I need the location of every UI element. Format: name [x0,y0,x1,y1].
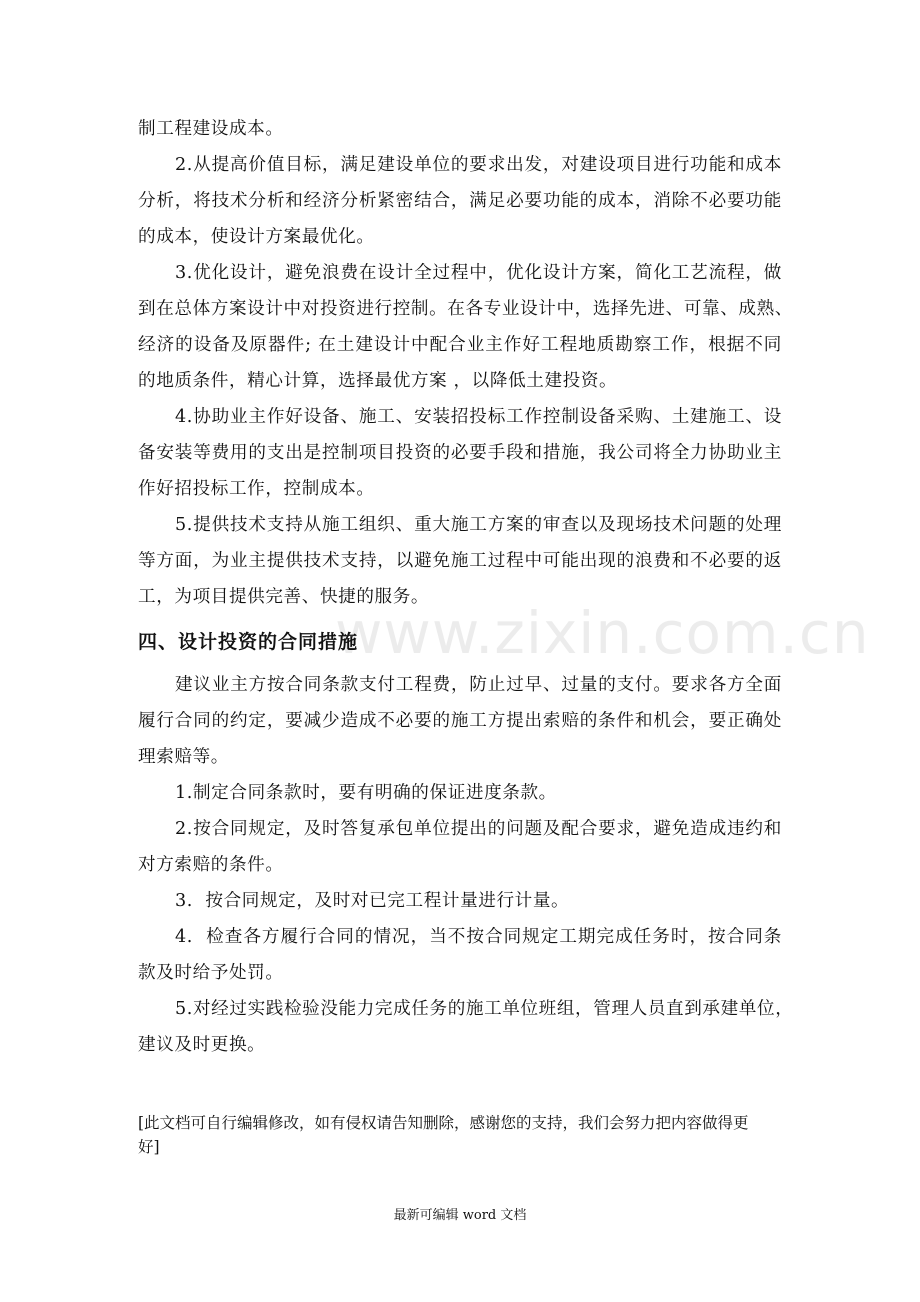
text-line: 2.从提高价值目标，满足建设单位的要求出发，对建设项目进行功能和成本 [175,155,782,175]
text-line: 到在总体方案设计中对投资进行控制。在各专业设计中，选择先进、可靠、成熟、 [138,299,793,319]
text-line: 款及时给予处罚。 [138,963,284,983]
text-line: 建议及时更换。 [138,1035,266,1055]
text-line: 理索赔等。 [138,747,229,767]
text-line: 分析，将技术分析和经济分析紧密结合，满足必要功能的成本，消除不必要功能 [138,191,782,211]
watermark: www.zixin.com.cn [335,599,870,667]
text-line: 4.协助业主作好设备、施工、安装招投标工作控制设备采购、土建施工、设 [175,407,782,427]
page-footer: 最新可编辑 word 文档 [393,1208,527,1223]
text-line: 对方索赔的条件。 [138,855,284,875]
text-line: 1.制定合同条款时，要有明确的保证进度条款。 [175,783,557,803]
text-line: 经济的设备及原器件; 在土建设计中配合业主作好工程地质勘察工作，根据不同 [138,335,782,355]
text-line: 的成本，使设计方案最优化。 [138,227,375,247]
text-line: 的地质条件，精心计算，选择最优方案 ，以降低土建投资。 [138,371,618,391]
text-line: 工，为项目提供完善、快捷的服务。 [138,587,430,607]
text-line: 5.对经过实践检验没能力完成任务的施工单位班组，管理人员直到承建单位， [175,999,794,1019]
text-line: 4. 检查各方履行合同的情况，当不按合同规定工期完成任务时，按合同条 [175,927,782,947]
text-line: 作好招投标工作，控制成本。 [138,479,375,499]
text-line: 2.按合同规定，及时答复承包单位提出的问题及配合要求，避免造成违约和 [175,819,782,839]
text-line: 等方面，为业主提供技术支持，以避免施工过程中可能出现的浪费和不必要的返 [138,551,782,571]
section-heading: 四、设计投资的合同措施 [138,631,359,653]
text-line: 3. 按合同规定，及时对已完工程计量进行计量。 [175,891,570,911]
edit-note-line: [此文档可自行编辑修改，如有侵权请告知删除，感谢您的支持，我们会努力把内容做得更 [138,1114,749,1132]
text-line: 建议业主方按合同条款支付工程费，防止过早、过量的支付。要求各方全面 [175,675,782,695]
text-line: 制工程建设成本。 [138,119,284,139]
text-line: 3.优化设计，避免浪费在设计全过程中，优化设计方案，简化工艺流程，做 [175,263,782,283]
edit-note-line: 好] [138,1138,160,1156]
text-line: 5.提供技术支持从施工组织、重大施工方案的审查以及现场技术问题的处理 [175,515,782,535]
text-line: 备安装等费用的支出是控制项目投资的必要手段和措施，我公司将全力协助业主 [138,443,782,463]
text-line: 履行合同的约定，要减少造成不必要的施工方提出索赔的条件和机会，要正确处 [138,711,782,731]
